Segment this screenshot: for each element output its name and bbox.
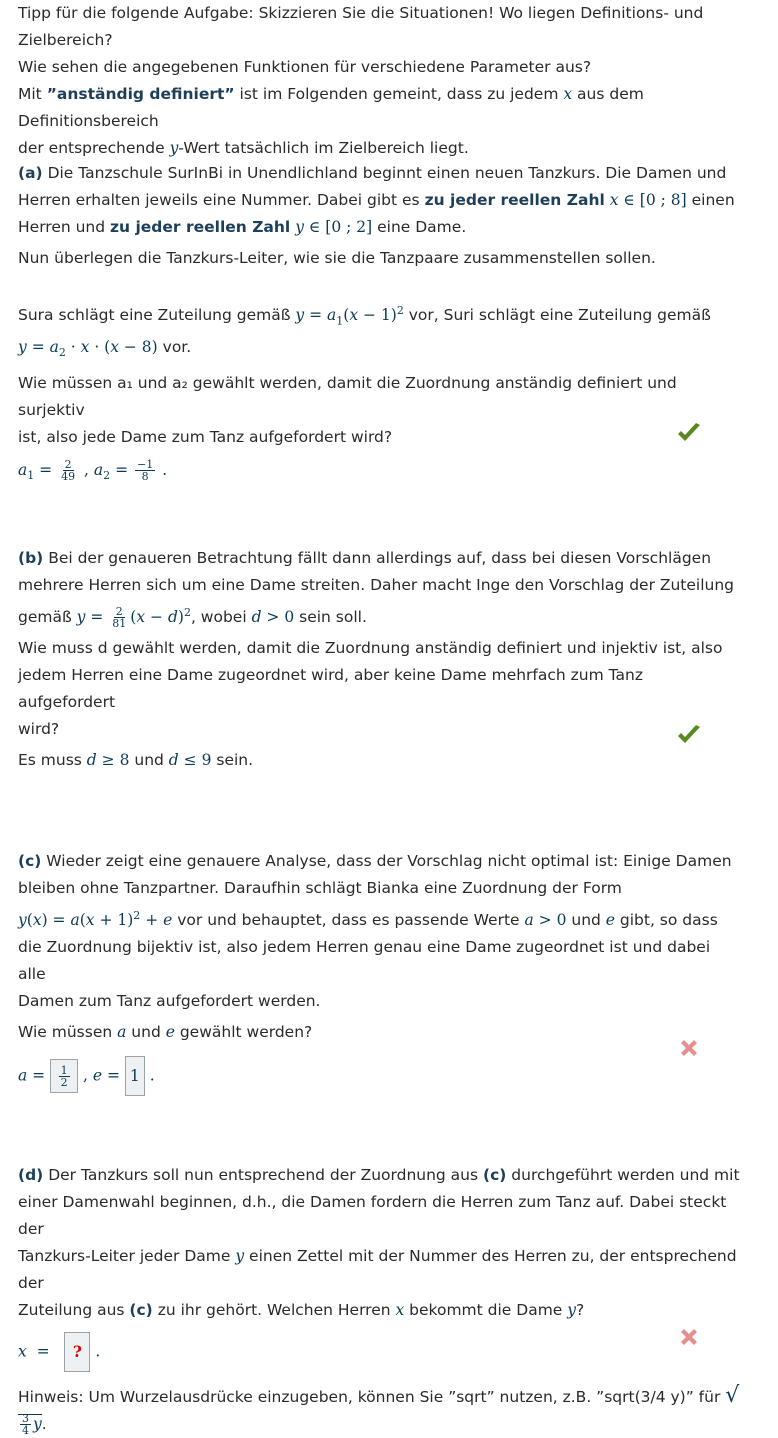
math: d (251, 608, 262, 627)
c-line1 (18, 848, 740, 875)
math: e (163, 911, 173, 930)
math: a (49, 338, 59, 357)
math: = (102, 1066, 125, 1085)
c-answer-row (18, 1056, 740, 1096)
text: Herren und (18, 218, 111, 236)
math: = (26, 1342, 60, 1361)
math-y: y (169, 139, 179, 157)
math: ( (79, 911, 86, 930)
a-line5 (18, 297, 740, 334)
text: Es muss (18, 751, 87, 770)
math: > 0 (533, 911, 567, 930)
c-line5: Damen zum Tanz aufgefordert werden. (18, 992, 321, 1011)
b-line5: jedem Herren eine Dame zugeordnet wird, aber keine Dame mehrfach zum Tanz aufgefordert (18, 666, 644, 712)
text: gemäß (18, 608, 77, 627)
text: vor, Suri schlägt eine Zuteilung gemäß (403, 306, 711, 325)
part-d (18, 1162, 740, 1438)
d-upper-answer[interactable]: 9 (201, 751, 212, 770)
text: Tanzkurs-Leiter jeder Dame (18, 1247, 236, 1265)
math: x (85, 911, 95, 930)
math: a (327, 306, 337, 325)
math: = (34, 461, 58, 480)
text: eine Dame. (372, 218, 467, 236)
math-x: x (563, 85, 573, 103)
math: ( (343, 306, 350, 325)
d-hint (18, 1382, 740, 1438)
math: y (76, 608, 86, 627)
denominator: 49 (61, 470, 76, 484)
math: 1 (336, 314, 344, 328)
bold-term: ”anständig definiert” (46, 85, 235, 103)
wrong-cross-icon (678, 1326, 700, 1348)
numerator: 3 (22, 1412, 29, 1425)
math: y (567, 1301, 577, 1319)
text: Mit (18, 85, 47, 103)
a-fraction (59, 1065, 70, 1088)
text: sein soll. (294, 608, 367, 627)
math: 2 (58, 346, 66, 360)
a-line6 (18, 334, 740, 366)
correct-check-icon (676, 422, 702, 444)
math: e (92, 1066, 103, 1085)
math: ∈ [0 ; 8] (618, 191, 687, 209)
d-line2: einer Damenwahl beginnen, d.h., die Damen fordern die Herren zum Tanz auf. Dabei steckt der (18, 1193, 727, 1238)
math: x (136, 608, 146, 627)
math: a (70, 911, 80, 930)
math: x (395, 1301, 405, 1319)
math: , (83, 1066, 93, 1085)
part-label: (b) (18, 549, 44, 567)
math: = (85, 608, 109, 627)
math-sura: y (295, 306, 305, 325)
c-line6 (18, 1019, 740, 1046)
text: Zuteilung aus (18, 1301, 130, 1319)
hint-fraction (20, 1413, 31, 1436)
bold-term: zu jeder reellen Zahl (110, 218, 291, 236)
intro-line2: Wie sehen die angegebenen Funktionen für verschiedene Parameter aus? (18, 58, 592, 76)
d-lower-answer[interactable]: 8 (119, 751, 130, 770)
text: einen Zettel mit der Nummer des Herren zu, der entsprechend der (18, 1247, 737, 1292)
part-label: (a) (18, 164, 43, 182)
intro-line3 (18, 81, 740, 135)
math: 2 (396, 304, 404, 317)
math: 2 (183, 606, 191, 619)
math: ∈ [0 ; 2] (303, 218, 373, 236)
math: − 1) (358, 306, 397, 325)
text: Wie müssen (18, 1023, 118, 1042)
text: bekommt die Dame (404, 1301, 568, 1319)
math: 1 (27, 469, 35, 483)
intro-section (18, 0, 740, 162)
text: Wieder zeigt eine genauere Analyse, dass der Vorschlag nicht optimal ist: Einige Damen (41, 852, 732, 870)
math: , (84, 461, 94, 480)
part-b (18, 545, 740, 774)
math: ≤ (178, 751, 202, 770)
part-label: (c) (18, 852, 42, 870)
text: Der Tanzkurs soll nun entsprechend der Zuordnung aus (43, 1166, 484, 1184)
part-c (18, 848, 740, 1096)
text: gibt, so dass (614, 911, 718, 930)
a1-answer[interactable] (59, 459, 77, 482)
math: = (26, 338, 50, 357)
a-line2 (18, 187, 740, 214)
math: d (168, 751, 179, 770)
a-input[interactable] (50, 1059, 78, 1093)
d-line3 (18, 1243, 740, 1297)
math: 2 (103, 469, 111, 483)
text: einen (686, 191, 735, 209)
a-line3 (18, 214, 740, 241)
math: . (162, 461, 168, 480)
math: d (167, 608, 178, 627)
hint-text: Hinweis: Um Wurzelausdrücke einzugeben, können Sie ”sqrt” nutzen, z.B. ”sqrt(3/4 y)” für (18, 1388, 726, 1406)
math: = (110, 461, 133, 480)
a-line1 (18, 160, 740, 187)
math: = (304, 306, 328, 325)
text: ? (576, 1301, 585, 1319)
math-x-interval: x (609, 191, 619, 209)
math: − (145, 608, 168, 627)
wrong-cross-icon (678, 1037, 700, 1059)
text: Die Tanzschule SurInBi in Unendlichland beginnt einen neuen Tanzkurs. Die Damen und (42, 164, 727, 182)
b-line3 (18, 599, 740, 631)
math: − 8) (118, 338, 158, 357)
math: y (33, 1415, 42, 1433)
ref-c: (c) (129, 1301, 153, 1319)
math: y (18, 911, 27, 930)
math: x (110, 338, 119, 357)
a-line7: Wie müssen a₁ und a₂ gewählt werden, damit die Zuordnung anständig definiert und surjektiv (18, 374, 677, 420)
math: > 0 (261, 608, 295, 627)
text: -Wert tatsächlich im Zielbereich liegt. (178, 139, 469, 157)
math-y-interval: y (295, 218, 304, 236)
math: ( (130, 608, 137, 627)
math: d (86, 751, 97, 770)
b-line6: wird? (18, 720, 60, 739)
text: sein. (211, 751, 254, 770)
sqrt-body (18, 1412, 42, 1437)
math: e (605, 911, 615, 930)
text: und (126, 1023, 166, 1042)
b-line4: Wie muss d gewählt werden, damit die Zuordnung anständig definiert und injektiv ist, also (18, 639, 723, 658)
math: 2 (133, 909, 141, 922)
d-answer-row (18, 1332, 740, 1372)
text: und (129, 751, 169, 770)
part-label: (d) (18, 1166, 44, 1184)
math: ≥ (96, 751, 120, 770)
math: · ( (89, 338, 111, 357)
numerator: −1 (136, 458, 154, 472)
b-line1 (18, 545, 740, 572)
a-line4: Nun überlegen die Tanzkurs-Leiter, wie sie die Tanzpaare zusammenstellen sollen. (18, 249, 656, 267)
text: , wobei (190, 608, 252, 627)
math: a (524, 911, 534, 930)
math: · (65, 338, 81, 357)
numerator: 2 (64, 458, 72, 472)
math-a1: a (18, 461, 28, 480)
intro-line4 (18, 135, 740, 162)
sqrt-symbol: √ (725, 1383, 740, 1408)
intro-line1: Tipp für die folgende Aufgabe: Skizzieren Sie die Situationen! Wo liegen Definitions- und Zielbereich? (18, 4, 704, 49)
text: zu ihr gehört. Welchen Herren (152, 1301, 396, 1319)
math: ( (26, 911, 33, 930)
e-input[interactable]: 1 (125, 1056, 145, 1096)
denominator: 4 (22, 1424, 29, 1437)
denominator: 81 (112, 617, 127, 631)
text: ist im Folgenden gemeint, dass zu jedem (234, 85, 564, 103)
math: x (349, 306, 359, 325)
text: Herren erhalten jeweils eine Nummer. Dabei gibt es (18, 191, 425, 209)
c-line4: die Zuordnung bijektiv ist, also jedem Herren genau eine Dame zugeordnet ist und dabei alle (18, 938, 711, 984)
d-line4 (18, 1297, 740, 1324)
math: x (80, 338, 90, 357)
text: Bei der genaueren Betrachtung fällt dann allerdings auf, dass bei diesen Vorschlägen (43, 549, 712, 567)
math: . (95, 1342, 101, 1361)
math: + (140, 911, 164, 930)
text: aus dem Definitionsbereich (18, 85, 644, 130)
c-line3 (18, 902, 740, 934)
b-answer-row (18, 747, 740, 774)
math-a2: a (93, 461, 104, 480)
math-suri: y (18, 338, 27, 357)
text: gewählt werden? (174, 1023, 313, 1042)
text: . (41, 1415, 47, 1433)
math: a (18, 1066, 28, 1085)
math: + 1) (94, 911, 134, 930)
math: a (117, 1023, 127, 1042)
math: ) (177, 608, 184, 627)
ref-c: (c) (483, 1166, 507, 1184)
correct-check-icon (676, 724, 702, 746)
math: x (18, 1342, 27, 1361)
a2-answer[interactable] (135, 459, 155, 482)
text: und (566, 911, 606, 930)
b-fraction (110, 606, 128, 629)
text: durchgeführt werden und mit (506, 1166, 740, 1184)
text: der entsprechende (18, 139, 170, 157)
math: e (165, 1023, 175, 1042)
b-line2: mehrere Herren sich um eine Dame streiten. Daher macht Inge den Vorschlag der Zuteilung (18, 576, 735, 594)
text: vor und behauptet, dass es passende Werte (172, 911, 525, 930)
math: y (235, 1247, 245, 1265)
numerator: 1 (60, 1063, 68, 1077)
a-answer-row (18, 457, 740, 489)
denominator: 8 (141, 470, 149, 484)
numerator: 2 (115, 605, 123, 619)
bold-term: zu jeder reellen Zahl (424, 191, 605, 209)
math: = (27, 1066, 51, 1085)
text: Sura schlägt eine Zuteilung gemäß (18, 306, 296, 325)
math: . (149, 1066, 155, 1085)
a-line8: ist, also jede Dame zum Tanz aufgefordert wird? (18, 428, 393, 447)
math: x (32, 911, 42, 930)
math: ) = (41, 911, 71, 930)
part-a (18, 160, 740, 489)
text: vor. (157, 338, 192, 357)
c-line2: bleiben ohne Tanzpartner. Daraufhin schlägt Bianka eine Zuordnung der Form (18, 879, 622, 897)
x-input[interactable]: ? (64, 1332, 90, 1372)
denominator: 2 (60, 1075, 68, 1089)
d-line1 (18, 1162, 740, 1189)
